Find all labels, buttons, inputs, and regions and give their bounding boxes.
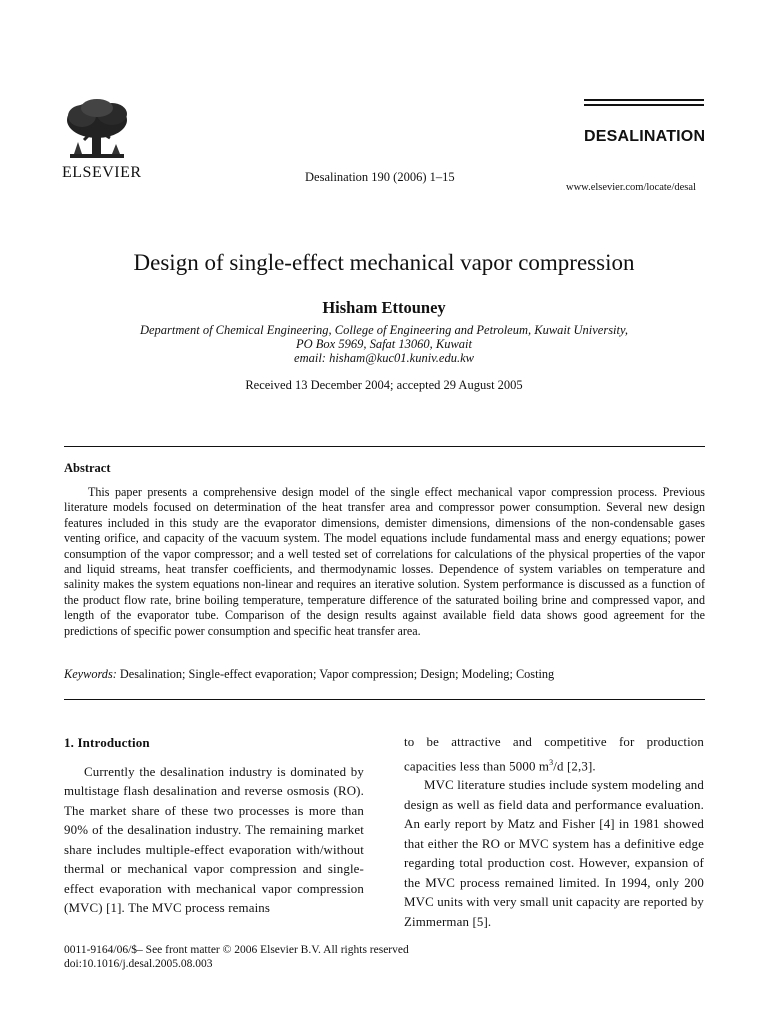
- copyright-line: 0011-9164/06/$– See front matter © 2006 Elsevier B.V. All rights reserved: [64, 944, 409, 956]
- journal-rule-bottom: [584, 104, 704, 106]
- journal-url[interactable]: www.elsevier.com/locate/desal: [566, 182, 696, 193]
- received-dates: Received 13 December 2004; accepted 29 August 2005: [245, 378, 523, 392]
- abstract-heading: Abstract: [64, 461, 111, 475]
- author-email[interactable]: email: hisham@kuc01.kuniv.edu.kw: [294, 351, 474, 365]
- continued-text-end: /d [2,3].: [553, 758, 596, 773]
- superscript: 3: [549, 757, 554, 767]
- keywords-label: Keywords:: [64, 667, 117, 681]
- publisher-name: ELSEVIER: [62, 164, 142, 181]
- continued-text: to be attractive and competitive for production capacities less than 5000 m: [404, 735, 704, 773]
- keywords: [64, 667, 554, 682]
- intro-paragraph-1: Currently the desalination industry is dominated by multistage flash desalination and reverse osmosis (RO). The market share of these two processes is more than 90% of the desalination industry. The remaining market share includes multiple-effect evaporation with/without thermal or mechanical vapor compression and single-effect evaporation with mechanical vapor compression (MVC) [1]. The MVC process remains: [64, 764, 364, 915]
- copyright-footer: [64, 943, 409, 971]
- intro-paragraph-1-continued: [404, 733, 704, 776]
- keywords-list: Desalination; Single-effect evaporation; Vapor compression; Design; Modeling; Costing: [119, 667, 555, 681]
- journal-name: DESALINATION: [584, 128, 706, 145]
- elsevier-tree-icon: [64, 98, 130, 164]
- abstract-divider-bottom: [64, 699, 705, 700]
- doi-line[interactable]: doi:10.1016/j.desal.2005.08.003: [64, 958, 213, 970]
- abstract-text: This paper presents a comprehensive design model of the single effect mechanical vapor compression process. Previous literature models focused on determination of the heat transfer area and compressor power consumption. Several new design features included in this study are the evaporator dimensions, demister dimensions, dimensions of the non-condensable gases venting orifice, and capacity of the vacuum system. The model equations include fundamental mass and energy equations; power consumption of the vapor compressor; and a well tested set of correlations for calculations of the physical properties of the vapor and liquid streams, heat transfer coefficients, and thermodynamic losses. Dependence of system variables on temperature and salinity makes the system equations non-linear and requires an iterative solution. System performance is discussed as a function of the product flow rate, brine boiling temperature, temperature difference of the saturated boiling brine and compressed vapor, and length of the evaporator tube. Comparison of the design results against available field data shows good agreement for the predictions of specific power consumption and specific heat transfer area.: [64, 485, 705, 638]
- publisher-logo: [62, 98, 144, 182]
- journal-rule-top: [584, 99, 704, 101]
- article-title: Design of single-effect mechanical vapor compression: [133, 250, 635, 275]
- intro-paragraph-2: MVC literature studies include system modeling and design as well as field data and performance evaluation. An early report by Matz and Fisher [4] in 1981 showed that either the RO or MVC system has a definitive edge regarding total production cost. However, expansion of the MVC process remained limited. In 1994, only 200 MVC units with very small unit capacity are reported by Zimmerman [5].: [404, 778, 705, 929]
- section-heading: 1. Introduction: [64, 735, 150, 750]
- affiliation-address: PO Box 5969, Safat 13060, Kuwait: [295, 337, 473, 351]
- author-name: Hisham Ettouney: [322, 298, 446, 317]
- right-column: [404, 733, 704, 932]
- journal-citation: Desalination 190 (2006) 1–15: [305, 170, 455, 184]
- abstract-divider-top: [64, 446, 705, 447]
- left-column: [64, 733, 364, 919]
- affiliation-line: Department of Chemical Engineering, College of Engineering and Petroleum, Kuwait University,: [139, 323, 628, 337]
